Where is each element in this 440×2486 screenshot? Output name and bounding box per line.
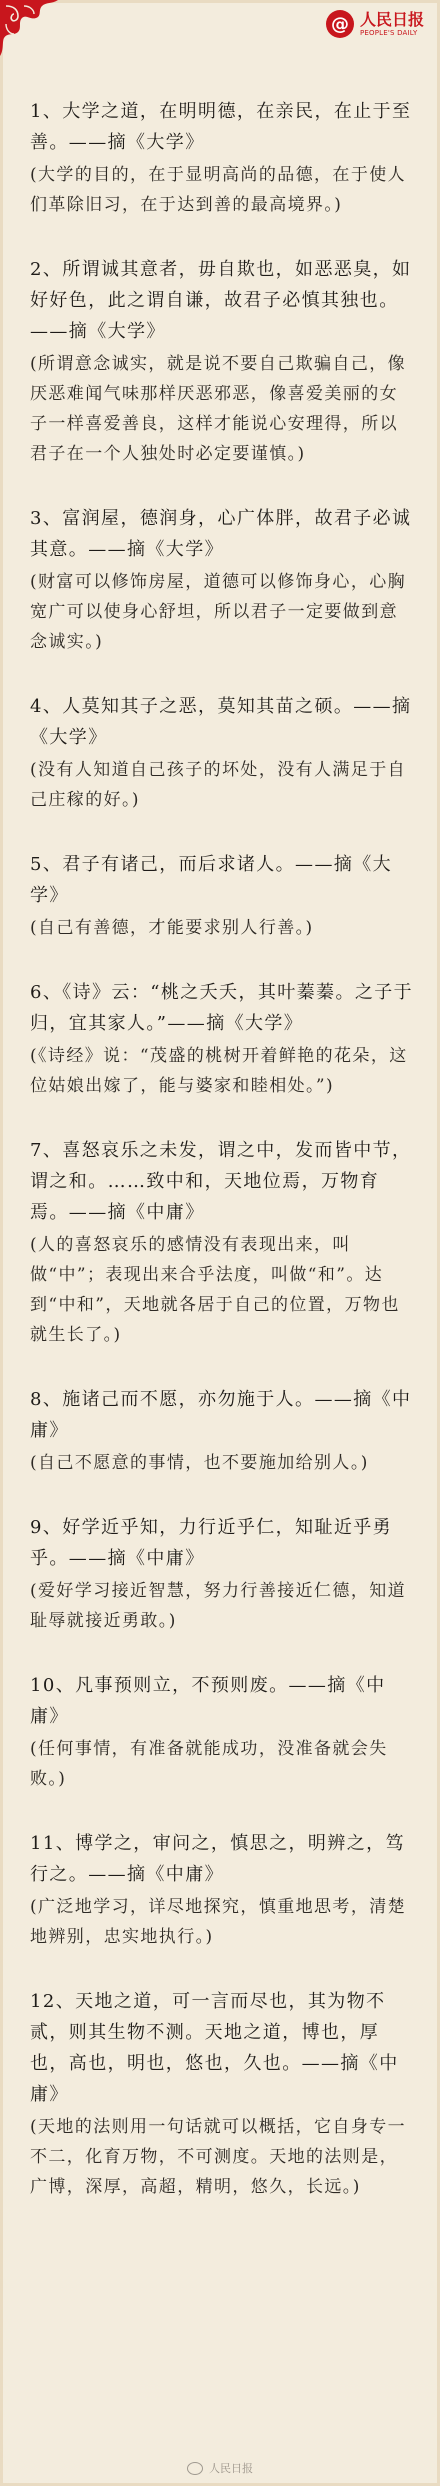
quote-text: 1、大学之道，在明明德，在亲民，在止于至善。——摘《大学》 [30, 101, 412, 153]
quote-translation: (自己有善德，才能要求别人行善。) [30, 918, 314, 938]
quote-text: 4、人莫知其子之恶，莫知其苗之硕。——摘《大学》 [30, 696, 412, 748]
quote-item [30, 96, 414, 220]
quote-item [30, 849, 414, 943]
quote-translation: (爱好学习接近智慧，努力行善接近仁德，知道耻辱就接近勇敢。) [30, 1581, 407, 1631]
quote-item [30, 1384, 414, 1478]
quote-text: 6、《诗》云：“桃之夭夭，其叶蓁蓁。之子于归，宜其家人。”——摘《大学》 [30, 982, 414, 1034]
quote-translation: (大学的目的，在于显明高尚的品德，在于使人们革除旧习，在于达到善的最高境界。) [30, 165, 407, 215]
quote-translation: (人的喜怒哀乐的感情没有表现出来，叫做“中”；表现出来合乎法度，叫做“和”。达到“中和”，天地就各居于自己的位置，万物也就生长了。) [30, 1235, 400, 1345]
decorative-corner [0, 0, 60, 60]
logo-name-cn: 人民日报 [359, 9, 424, 29]
footer-source: 人民日报 [209, 2462, 253, 2475]
quote-text: 10、凡事预则立，不预则废。——摘《中庸》 [30, 1675, 386, 1727]
quote-translation: (没有人知道自己孩子的坏处，没有人满足于自己庄稼的好。) [30, 760, 407, 810]
quote-item [30, 1986, 414, 2202]
quote-translation: (天地的法则用一句话就可以概括，它自身专一不二，化育万物，不可测度。天地的法则是，广博，深厚，高超，精明，悠久，长远。) [30, 2117, 407, 2197]
quote-text: 2、所谓诚其意者，毋自欺也，如恶恶臭，如好好色，此之谓自谦，故君子必慎其独也。——摘《大学》 [30, 259, 412, 342]
quote-item [30, 1135, 414, 1350]
quote-translation: (所谓意念诚实，就是说不要自己欺骗自己，像厌恶难闻气味那样厌恶邪恶，像喜爱美丽的女子一样喜爱善良，这样才能说心安理得，所以君子在一个人独处时必定要谨慎。) [30, 354, 407, 464]
quote-item [30, 977, 414, 1101]
footer [0, 2460, 440, 2476]
quote-list [30, 96, 414, 2236]
quote-text: 12、天地之道，可一言而尽也，其为物不贰，则其生物不测。天地之道，博也，厚也，高也，明也，悠也，久也。——摘《中庸》 [30, 1991, 399, 2105]
logo-name-en: PEOPLE'S DAILY [359, 28, 418, 37]
quote-translation: (自己不愿意的事情，也不要施加给别人。) [30, 1453, 369, 1473]
quote-text: 8、施诸己而不愿，亦勿施于人。——摘《中庸》 [30, 1389, 412, 1441]
quote-translation: (任何事情，有准备就能成功，没准备就会失败。) [30, 1739, 388, 1789]
quote-item [30, 691, 414, 815]
quote-item [30, 254, 414, 469]
peoples-daily-logo [326, 10, 424, 38]
quote-text: 7、喜怒哀乐之未发，谓之中，发而皆中节，谓之和。……致中和，天地位焉，万物育焉。——摘《中庸》 [30, 1140, 412, 1223]
quote-item [30, 1670, 414, 1794]
quote-text: 11、博学之，审问之，慎思之，明辨之，笃行之。——摘《中庸》 [30, 1833, 405, 1885]
at-sign-icon: @ [326, 10, 354, 38]
quote-text: 3、富润屋，德润身，心广体胖，故君子必诚其意。——摘《大学》 [30, 508, 412, 560]
quote-item [30, 1512, 414, 1636]
quote-translation: (财富可以修饰房屋，道德可以修饰身心，心胸宽广可以使身心舒坦，所以君子一定要做到意念诚实。) [30, 572, 407, 652]
quote-text: 9、好学近乎知，力行近乎仁，知耻近乎勇乎。——摘《中庸》 [30, 1517, 393, 1569]
quote-text: 5、君子有诸己，而后求诸人。——摘《大学》 [30, 854, 393, 906]
quote-translation: (《诗经》说：“茂盛的桃树开着鲜艳的花朵，这位姑娘出嫁了，能与婆家和睦相处。”) [30, 1046, 408, 1096]
quote-item [30, 1828, 414, 1952]
weibo-icon [187, 2462, 203, 2475]
quote-translation: (广泛地学习，详尽地探究，慎重地思考，清楚地辨别，忠实地执行。) [30, 1897, 407, 1947]
quote-item [30, 503, 414, 657]
